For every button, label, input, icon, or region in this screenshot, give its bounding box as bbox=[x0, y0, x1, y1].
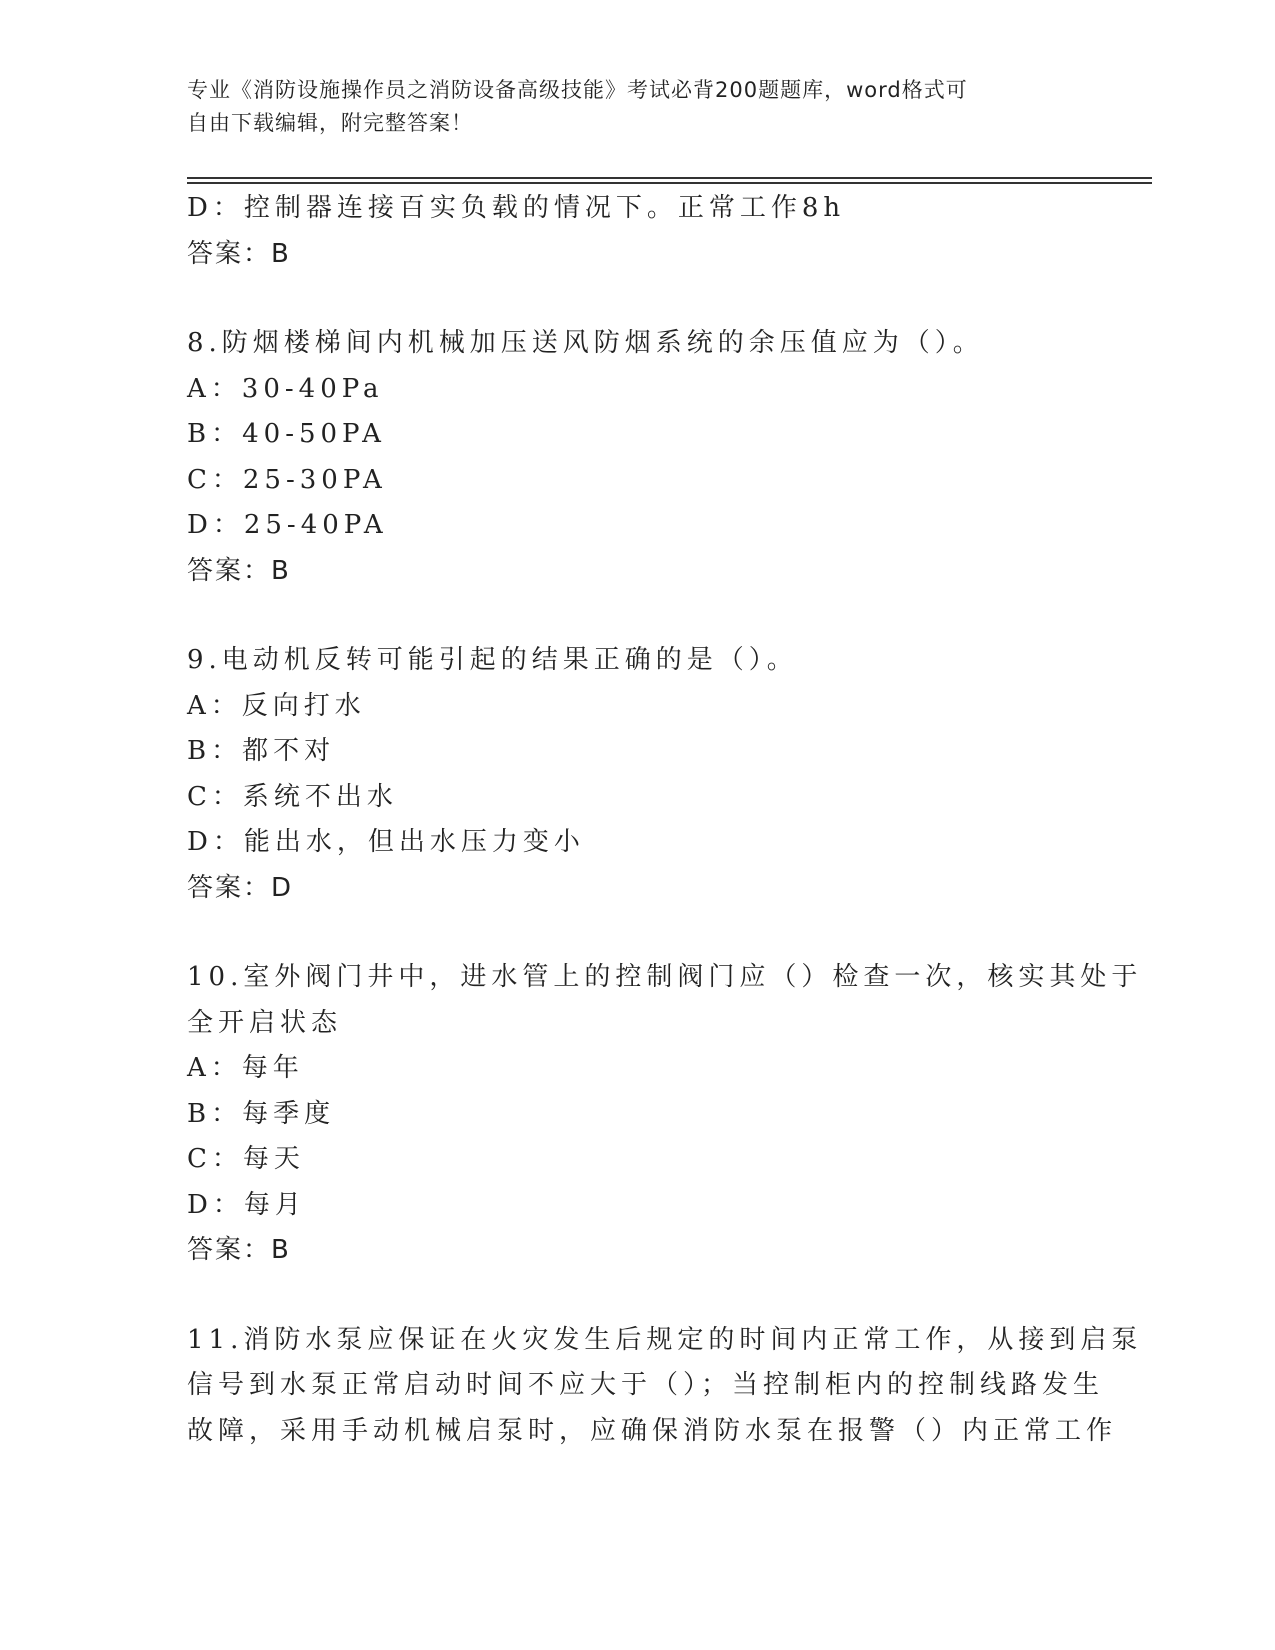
question-text: 信号到水泵正常启动时间不应大于（）；当控制柜内的控制线路发生 bbox=[187, 1370, 1105, 1400]
question-spacer bbox=[187, 1274, 1087, 1318]
option-line: B：都不对 bbox=[187, 736, 336, 766]
option-line: A：30-40Pa bbox=[187, 373, 384, 404]
question-spacer bbox=[187, 594, 1087, 638]
question-text: 8.防烟楼梯间内机械加压送风防烟系统的余压值应为（）。 bbox=[187, 328, 984, 358]
option-line: C：25-30PA bbox=[187, 464, 387, 495]
option-line: C：每天 bbox=[187, 1144, 305, 1174]
header-line: 专业《消防设施操作员之消防设备高级技能》考试必背200题题库，word格式可 bbox=[187, 78, 968, 102]
question-spacer bbox=[187, 277, 1087, 321]
option-line: D：每月 bbox=[187, 1189, 306, 1220]
option-line: D：控制器连接百实负载的情况下。正常工作8h bbox=[187, 193, 846, 223]
option-line: D：能出水，但出水压力变小 bbox=[187, 827, 585, 857]
question-text: 故障，采用手动机械启泵时，应确保消防水泵在报警（）内正常工作 bbox=[187, 1415, 1118, 1446]
question-text: 11.消防水泵应保证在火灾发生后规定的时间内正常工作，从接到启泵 bbox=[187, 1324, 1143, 1355]
question-list bbox=[187, 186, 1143, 1454]
option-line: C：系统不出水 bbox=[187, 781, 398, 812]
option-line: B：40-50PA bbox=[187, 419, 386, 449]
question-text: 全开启状态 bbox=[187, 1007, 343, 1038]
question-text: 9.电动机反转可能引起的结果正确的是（）。 bbox=[187, 645, 798, 675]
answer-line: 答案：B bbox=[187, 555, 291, 586]
option-line: A：反向打水 bbox=[187, 690, 366, 721]
option-line: D：25-40PA bbox=[187, 510, 388, 540]
answer-line: 答案：B bbox=[187, 238, 291, 269]
option-line: A：每年 bbox=[187, 1053, 304, 1083]
answer-line: 答案：D bbox=[187, 872, 294, 903]
question-spacer bbox=[187, 911, 1087, 955]
question-text: 10.室外阀门井中，进水管上的控制阀门应（）检查一次，核实其处于 bbox=[187, 962, 1143, 992]
option-line: B：每季度 bbox=[187, 1098, 336, 1129]
document-header bbox=[187, 74, 1067, 140]
header-line: 自由下载编辑，附完整答案！ bbox=[187, 111, 473, 135]
header-divider bbox=[187, 177, 1152, 179]
header-divider bbox=[187, 182, 1152, 184]
answer-line: 答案：B bbox=[187, 1235, 291, 1265]
